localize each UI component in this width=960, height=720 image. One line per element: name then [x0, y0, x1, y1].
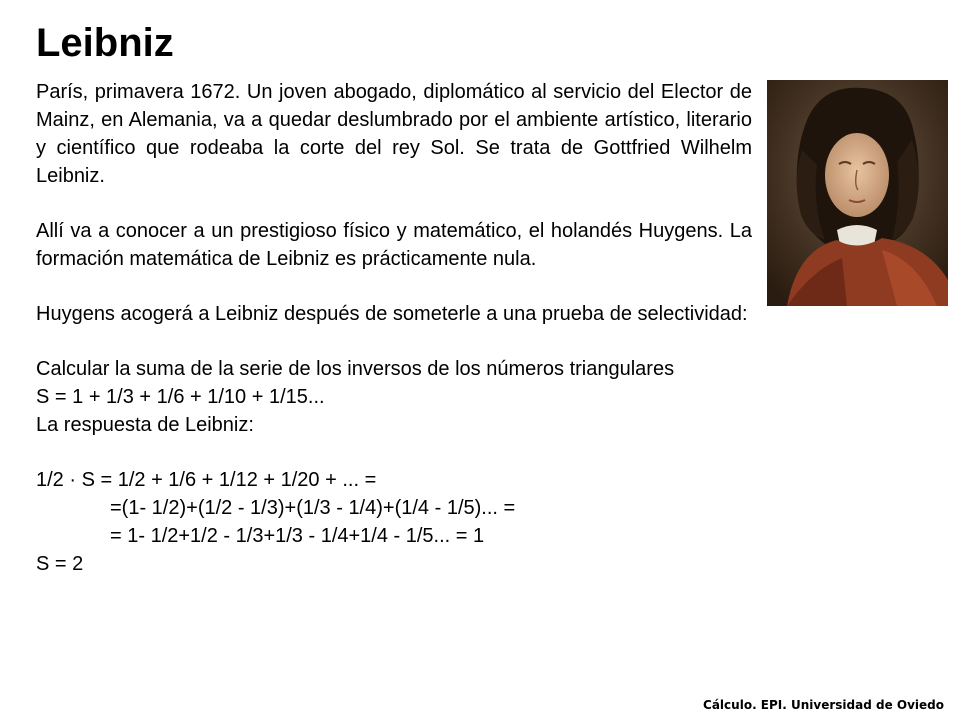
main-text	[36, 78, 752, 578]
paragraph-problem: Calcular la suma de la serie de los inversos de los números triangulares	[36, 358, 675, 380]
derivation-line-1: 1/2 · S = 1/2 + 1/6 + 1/12 + 1/20 + ... =	[36, 469, 377, 491]
paragraph-paris: París, primavera 1672. Un joven abogado, diplomático al servicio del Elector de Mainz, en Alemania, va a quedar deslumbrado por el ambiente artístico, literario y científico que rodeaba la corte del rey Sol. Se trata de Gottfried Wilhelm Leibniz.	[36, 81, 752, 187]
derivation-line-3: = 1- 1/2+1/2 - 1/3+1/3 - 1/4+1/4 - 1/5... = 1	[110, 525, 485, 547]
paragraph-huygens: Allí va a conocer a un prestigioso físico y matemático, el holandés Huygens. La formación matemática de Leibniz es prácticamente nula.	[36, 220, 752, 270]
series-formula: S = 1 + 1/3 + 1/6 + 1/10 + 1/15...	[36, 386, 325, 408]
derivation-line-2: =(1- 1/2)+(1/2 - 1/3)+(1/3 - 1/4)+(1/4 - 1/5)... =	[110, 497, 516, 519]
footer-credit: Cálculo. EPI. Universidad de Oviedo	[703, 698, 944, 712]
page-title: Leibniz	[36, 21, 174, 65]
leibniz-portrait	[767, 80, 948, 306]
paragraph-test: Huygens acogerá a Leibniz después de someterle a una prueba de selectividad:	[36, 303, 748, 325]
derivation-result: S = 2	[36, 553, 84, 575]
answer-intro: La respuesta de Leibniz:	[36, 414, 254, 436]
